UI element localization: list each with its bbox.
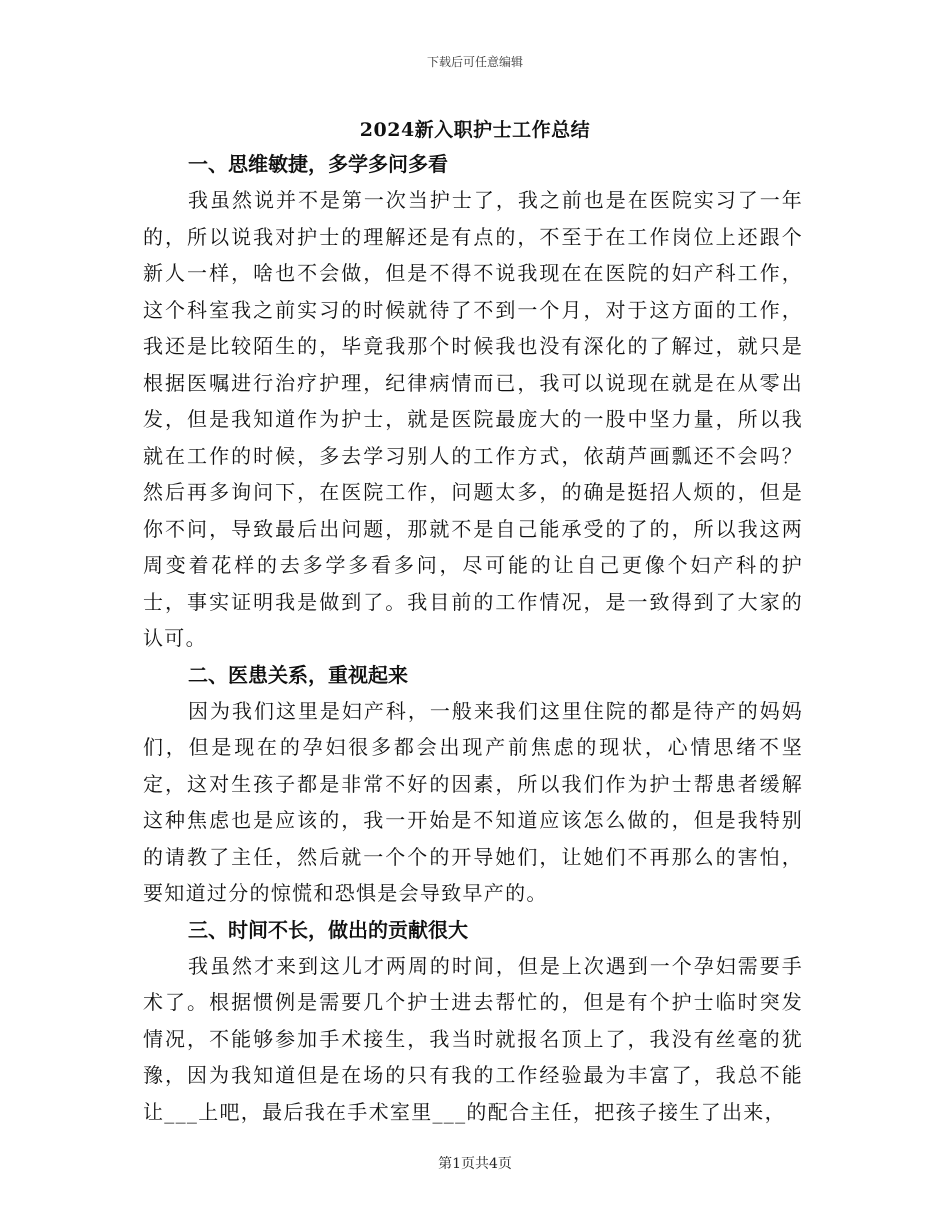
document-title: 2024新入职护士工作总结 bbox=[359, 119, 591, 141]
section-heading: 三、时间不长，做出的贡献很大 bbox=[188, 917, 468, 942]
page-footer-number: 第1页共4页 bbox=[438, 1156, 512, 1172]
document-body bbox=[143, 146, 803, 1130]
section-heading: 二、医患关系，重视起来 bbox=[188, 662, 408, 687]
section-paragraph: 我虽然说并不是第一次当护士了，我之前也是在医院实习了一年的，所以说我对护士的理解还是有点的，不至于在工作岗位上还跟个新人一样，啥也不会做，但是不得不说我现在在医院的妇产科工作，这个科室我之前实习的时候就待了不到一个月，对于这方面的工作，我还是比较陌生的，毕竟我那个时候我也没有深化的了解过，就只是根据医嘱进行治疗护理，纪律病情而已，我可以说现在就是在从零出发，但是我知道作为护士，就是医院最庞大的一股中坚力量，所以我就在工作的时候，多去学习别人的工作方式，依葫芦画瓢还不会吗？然后再多询问下，在医院工作，问题太多，的确是挺招人烦的，但是你不问，导致最后出问题，那就不是自己能承受的了的，所以我这两周变着花样的去多学多看多问，尽可能的让自己更像个妇产科的护士，事实证明我是做到了。我目前的工作情况，是一致得到了大家的认可。 bbox=[143, 188, 803, 650]
section-3 bbox=[143, 912, 803, 1131]
page-header-note: 下载后可任意编辑 bbox=[426, 55, 523, 69]
section-2 bbox=[143, 657, 803, 912]
section-heading: 一、思维敏捷，多学多问多看 bbox=[188, 152, 448, 176]
section-paragraph: 我虽然才来到这儿才两周的时间，但是上次遇到一个孕妇需要手术了。根据惯例是需要几个护士进去帮忙的，但是有个护士临时突发情况，不能够参加手术接生，我当时就报名顶上了，我没有丝毫的犹豫，因为我知道但是在场的只有我的工作经验最为丰富了，我总不能让___上吧，最后我在手术室里___的配合主任，把孩子接生了出来， bbox=[143, 953, 803, 1124]
section-paragraph: 因为我们这里是妇产科，一般来我们这里住院的都是待产的妈妈们，但是现在的孕妇很多都会出现产前焦虑的现状，心情思绪不坚定，这对生孩子都是非常不好的因素，所以我们作为护士帮患者缓解这种焦虑也是应该的，我一开始是不知道应该怎么做的，但是我特别的请教了主任，然后就一个个的开导她们，让她们不再那么的害怕，要知道过分的惊慌和恐惧是会导致早产的。 bbox=[143, 698, 803, 905]
section-1 bbox=[143, 146, 803, 657]
